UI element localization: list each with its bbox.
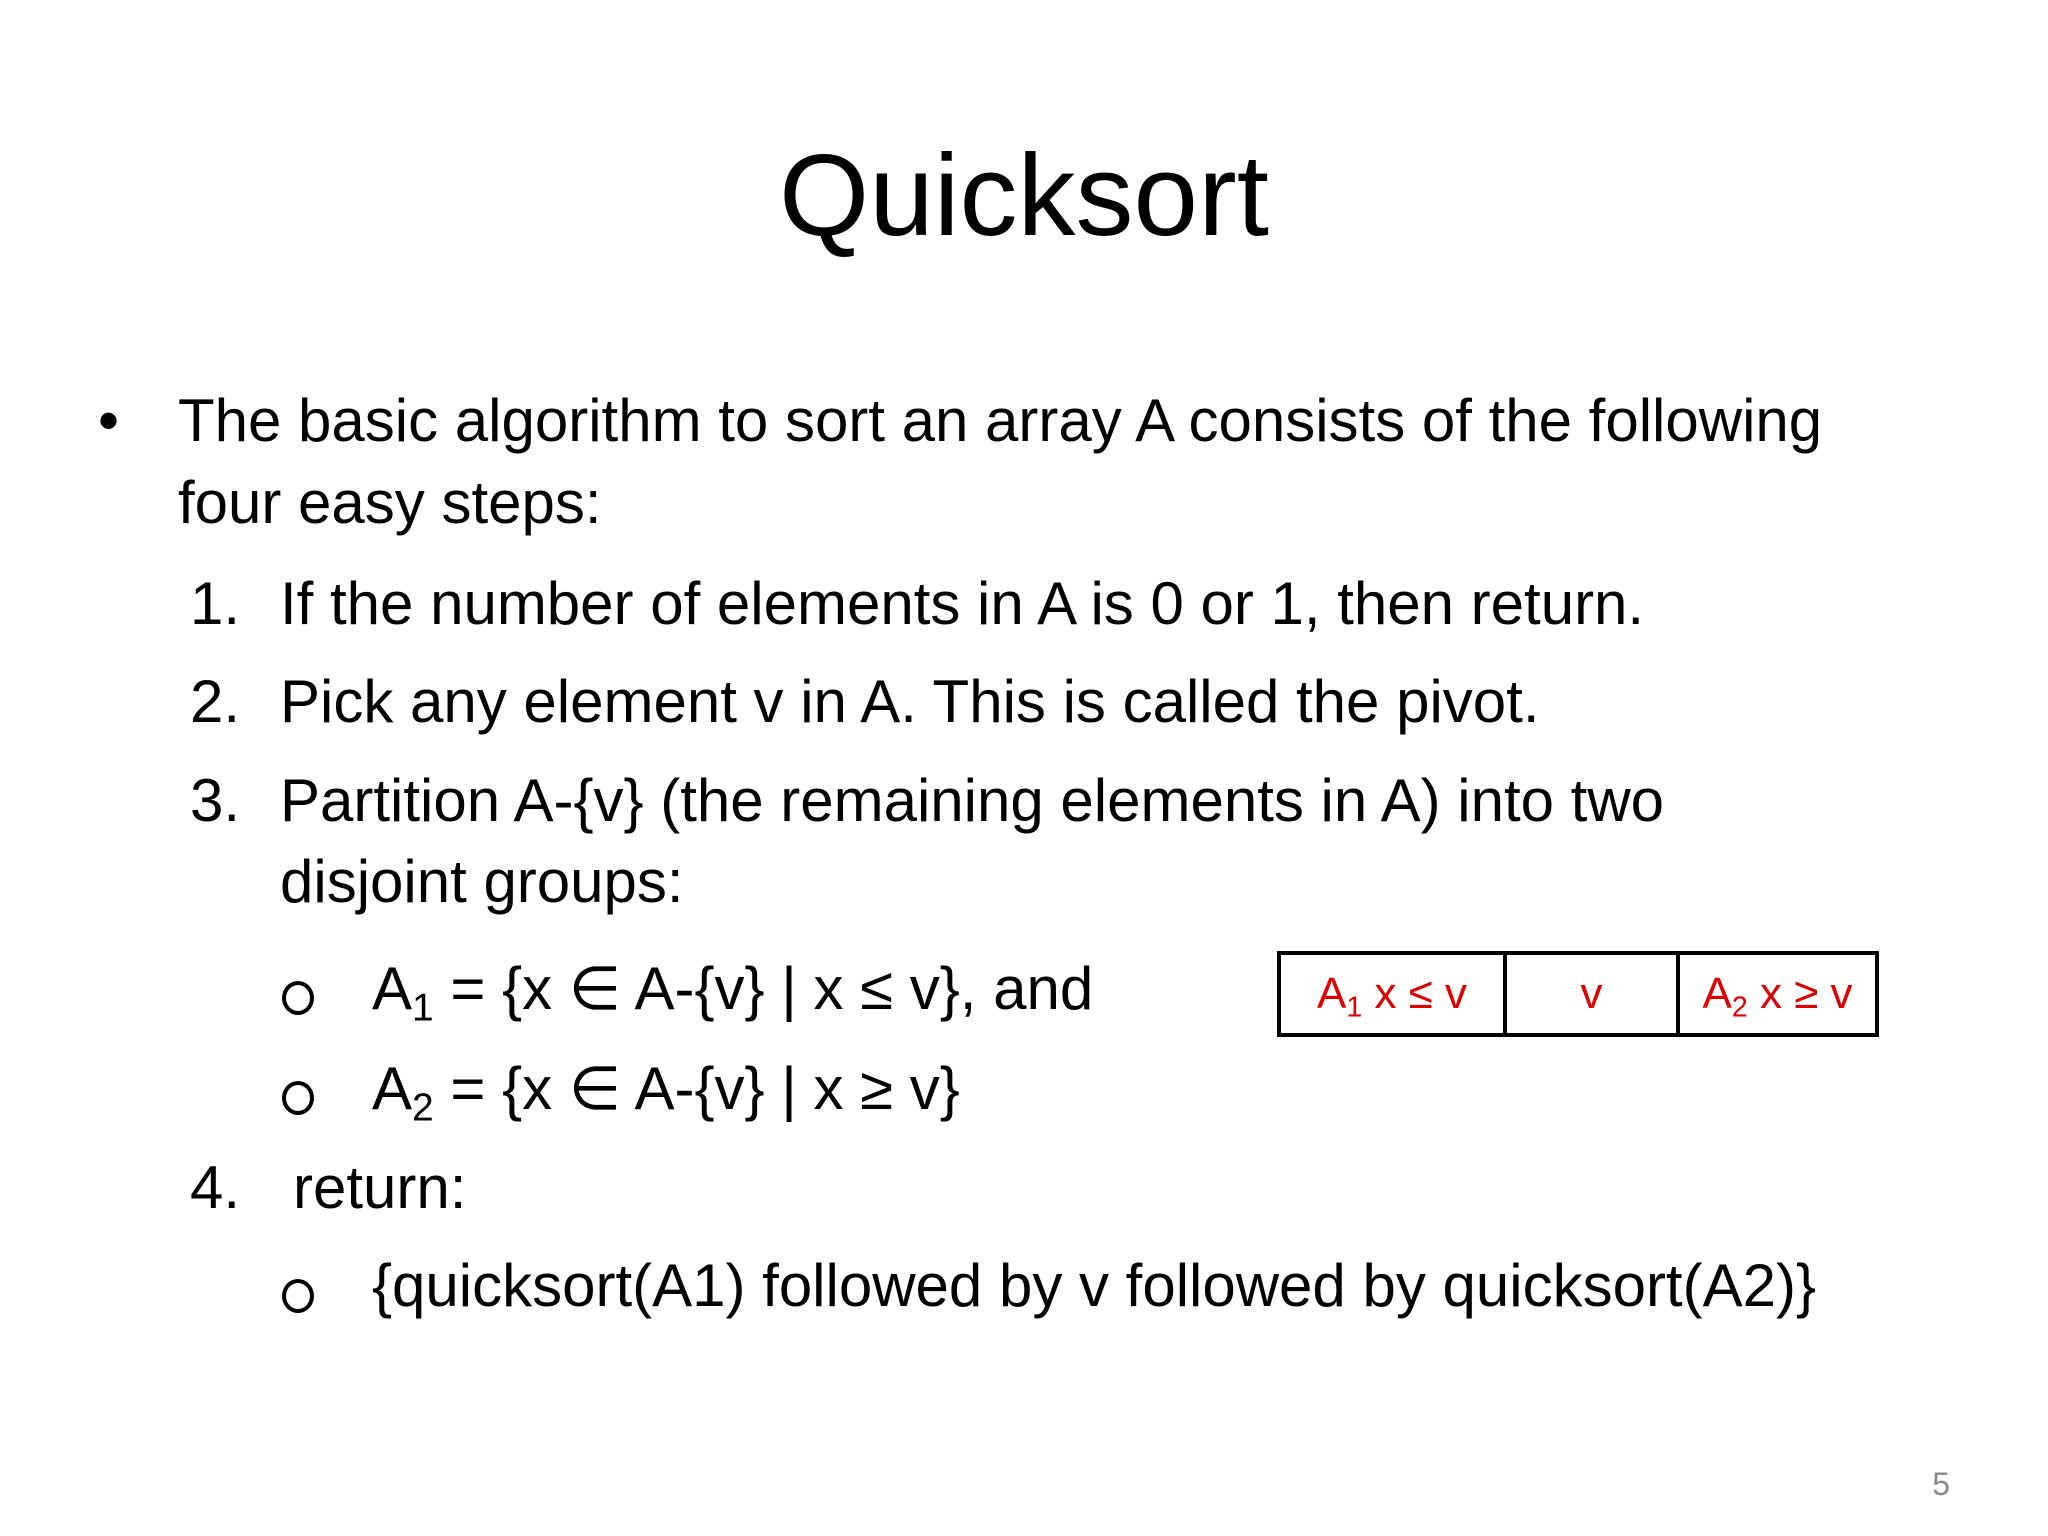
bullet-dot: • — [98, 387, 120, 454]
intro-line-1: The basic algorithm to sort an array A consists of the following — [178, 387, 1823, 454]
partition-a1-symbol: A — [1316, 969, 1347, 1018]
step-3-number: 3. — [190, 767, 241, 834]
circle-bullet-icon — [282, 1081, 314, 1115]
subset-a2-definition — [372, 1053, 960, 1130]
subset-a2-subscript: 2 — [412, 1086, 434, 1130]
partition-a2-subscript: 2 — [1731, 991, 1748, 1024]
step-3-text-line-1: Partition A-{v} (the remaining elements in A) into two — [280, 767, 1665, 834]
circle-bullet-icon — [282, 981, 314, 1015]
intro-line-2: four easy steps: — [178, 469, 602, 536]
subset-a1-condition: = {x ∈ A-{v} | x ≤ v}, and — [433, 955, 1094, 1022]
partition-cell-a2 — [1678, 953, 1877, 1035]
page-number: 5 — [1932, 1466, 1950, 1502]
subset-a1-subscript: 1 — [412, 986, 434, 1030]
partition-row — [1279, 953, 1877, 1035]
subset-a1-symbol: A — [372, 955, 413, 1022]
step-4-text: return: — [293, 1154, 467, 1221]
partition-cell-pivot: v — [1505, 953, 1678, 1035]
step-2-number: 2. — [190, 668, 241, 735]
subset-a2-condition: = {x ∈ A-{v} | x ≥ v} — [433, 1055, 960, 1122]
subset-a2-symbol: A — [372, 1055, 413, 1122]
circle-bullet-icon — [282, 1279, 314, 1313]
step-4-number: 4. — [190, 1154, 241, 1221]
slide-title: Quicksort — [779, 130, 1269, 260]
partition-a1-subscript: 1 — [1346, 991, 1363, 1024]
partition-diagram — [1277, 951, 1879, 1037]
return-expression: {quicksort(A1) followed by v followed by quicksort(A2)} — [372, 1252, 1816, 1319]
subset-a1-definition — [372, 953, 1094, 1030]
partition-a1-condition: x ≤ v — [1362, 969, 1468, 1018]
partition-a2-condition: x ≥ v — [1747, 969, 1853, 1018]
step-1-text: If the number of elements in A is 0 or 1, then return. — [280, 570, 1645, 637]
step-3-text-line-2: disjoint groups: — [280, 848, 684, 915]
partition-a2-symbol: A — [1702, 969, 1732, 1018]
step-2-text: Pick any element v in A. This is called the pivot. — [280, 668, 1540, 735]
step-1-number: 1. — [190, 570, 241, 637]
partition-cell-a1 — [1279, 953, 1505, 1035]
